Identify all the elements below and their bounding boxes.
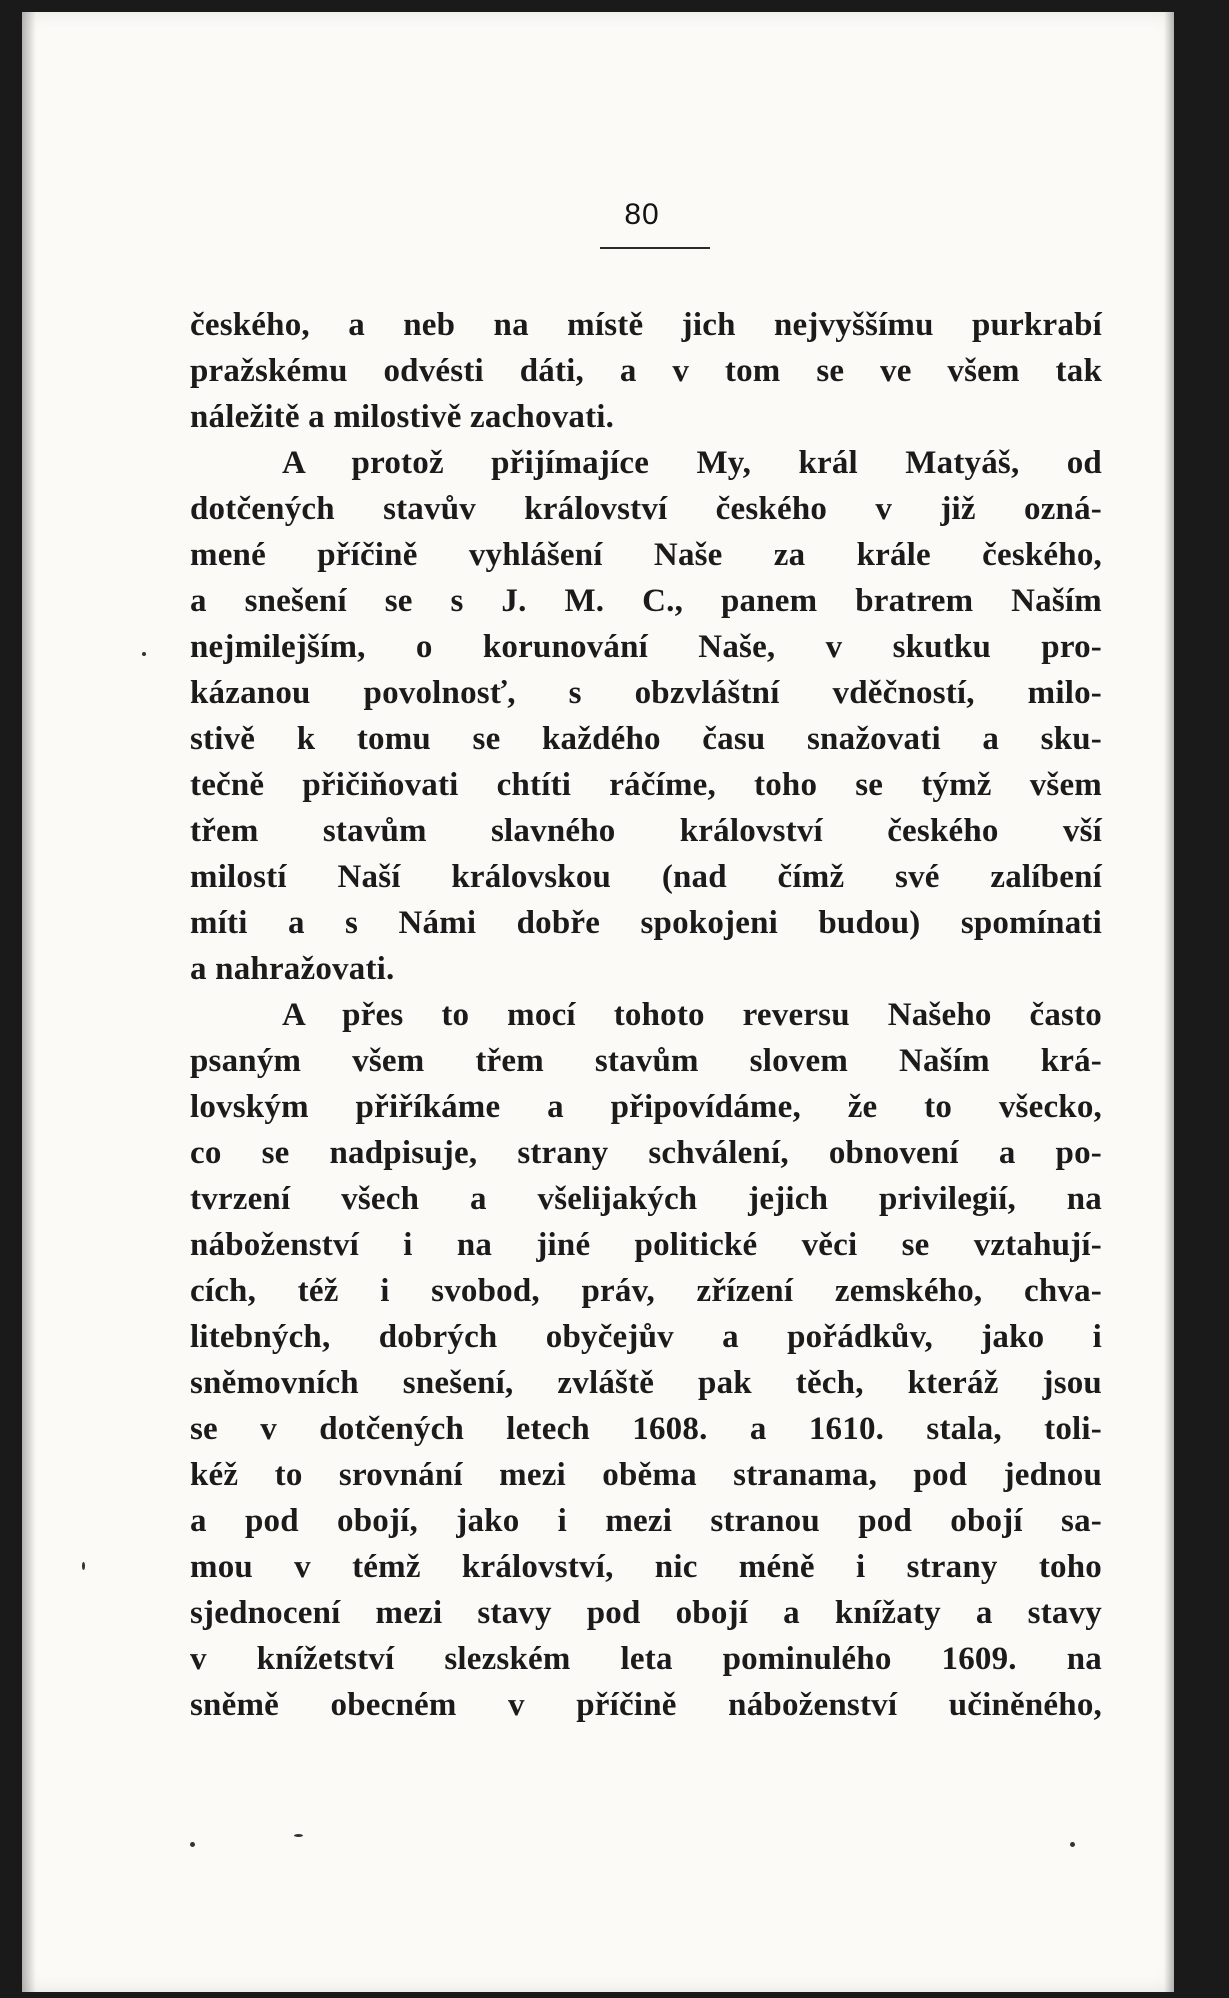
text-line: náboženství i na jiné politické věci se vztahují-: [190, 1227, 1102, 1263]
text-line: mené příčině vyhlášení Naše za krále českého,: [190, 537, 1102, 573]
page-number-underline: [600, 247, 710, 249]
text-line: třem stavům slavného království českého vší: [190, 813, 1102, 849]
text-line: kéž to srovnání mezi oběma stranama, pod jednou: [190, 1457, 1102, 1493]
text-line: v knížetství slezském leta pominulého 1609. na: [190, 1641, 1102, 1677]
text-line: milostí Naší královskou (nad čímž své zalíbení: [190, 859, 1102, 895]
text-line: lovským přiříkáme a připovídáme, že to všecko,: [190, 1089, 1102, 1125]
text-line: nejmilejším, o korunování Naše, v skutku pro-: [190, 629, 1102, 665]
text-line: dotčených stavův království českého v již ozná-: [190, 491, 1102, 527]
text-line: psaným všem třem stavům slovem Naším krá-: [190, 1043, 1102, 1079]
text-line: a nahražovati.: [190, 951, 395, 987]
text-line: A přes to mocí tohoto reversu Našeho často: [282, 997, 1102, 1033]
text-line: náležitě a milostivě zachovati.: [190, 399, 615, 435]
text-line: kázanou povolnosť, s obzvláštní vděčností, milo-: [190, 675, 1102, 711]
text-line: sjednocení mezi stavy pod obojí a knížaty a stavy: [190, 1595, 1102, 1631]
book-page: [22, 12, 1174, 1992]
text-line: pražskému odvésti dáti, a v tom se ve všem tak: [190, 353, 1102, 389]
scan-speck: [190, 1842, 195, 1847]
page-number: 80: [624, 198, 660, 231]
text-line: litebných, dobrých obyčejův a pořádkův, jako i: [190, 1319, 1102, 1355]
text-line: cích, též i svobod, práv, zřízení zemského, chva-: [190, 1273, 1102, 1309]
text-line: se v dotčených letech 1608. a 1610. stala, toli-: [190, 1411, 1102, 1447]
text-line: sněmovních snešení, zvláště pak těch, kteráž jsou: [190, 1365, 1102, 1401]
scan-speck: [142, 652, 146, 656]
page-edge-shadow: [1164, 12, 1174, 1992]
text-line: a snešení se s J. M. C., panem bratrem Naším: [190, 583, 1102, 619]
text-line: tečně přičiňovati chtíti ráčíme, toho se týmž všem: [190, 767, 1102, 803]
text-line: tvrzení všech a všelijakých jejich privilegií, na: [190, 1181, 1102, 1217]
body-text: [190, 302, 1102, 1728]
text-line: míti a s Námi dobře spokojeni budou) spomínati: [190, 905, 1102, 941]
text-line: stivě k tomu se každého času snažovati a sku-: [190, 721, 1102, 757]
page-gutter-shadow: [22, 12, 36, 1992]
text-line: mou v témž království, nic méně i strany toho: [190, 1549, 1102, 1585]
text-line: co se nadpisuje, strany schválení, obnovení a po-: [190, 1135, 1102, 1171]
text-line: sněmě obecném v příčině náboženství učiněného,: [190, 1687, 1102, 1723]
scan-speck: [1070, 1842, 1075, 1847]
scan-speck: [82, 1562, 85, 1570]
scan-speck: [294, 1834, 303, 1837]
text-line: a pod obojí, jako i mezi stranou pod obojí sa-: [190, 1503, 1102, 1539]
text-line: A protož přijímajíce My, král Matyáš, od: [282, 445, 1102, 481]
text-line: českého, a neb na místě jich nejvyššímu purkrabí: [190, 307, 1102, 343]
